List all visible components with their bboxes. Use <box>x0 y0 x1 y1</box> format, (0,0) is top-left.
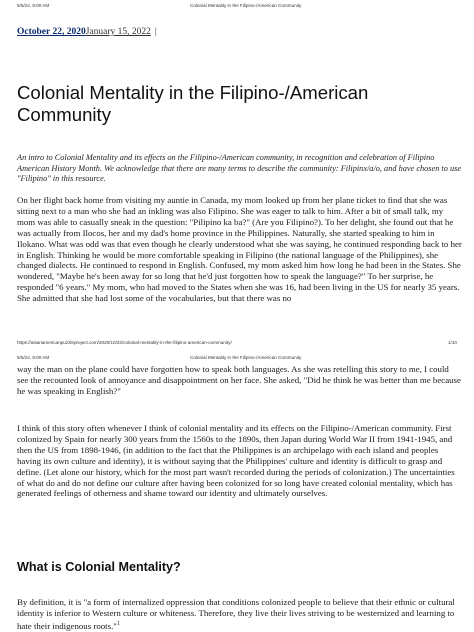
post-dates <box>17 27 157 37</box>
print-header-date: 5/5/22, 8:00 AM <box>17 3 50 8</box>
published-date-link[interactable]: October 22, 2020 <box>17 27 86 37</box>
print-footer-page: 1/10 <box>448 340 457 345</box>
body-paragraph-2: way the man on the plane could have forgotten how to speak both languages. As she was retelling this story to me, I could see the recounted look of annoyance and disappointment on her face. She asked, "Did he think he was better than me because he was speaking in English?" <box>17 364 461 396</box>
body-paragraph-1: On her flight back home from visiting my auntie in Canada, my mom looked up from her plane ticket to find that she was sitting next to a man who she had an inkling was also Filipino. She was eager to talk to him. After a bit of small talk, my mom was able to casually sneak in the question: "Pilipino ka ba?" (Are you Filipino?). To her delight, she found out that he was actually from Ilocos, her and my dad's home province in the Philippines. Naturally, she started speaking to him in Ilokano. What was odd was that even though he clearly understood what she was saying, he continued responding back to her in English. Thinking he would be more comfortable speaking in Filipino (the national language of the Philippines), she changed dialects. He continued to respond in English. Confused, my mom asked him how long he had been in the States. She wondered, "Maybe he's been away for so long that he'd just forgotten how to speak the language?" To her surprise, he responded "6 years." My mom, who had moved to the States when she was 16, had been living in the US for nearly 35 years. She admitted that she had lost some of the vocabularies, but that there was no <box>17 195 462 304</box>
print-footer-url: https://asianamericanpuzzleproject.com/2020/10/22/colonial-mentality-in-the-filipino-american-community/ <box>17 340 232 345</box>
print-header-date: 5/5/22, 8:00 AM <box>17 355 50 360</box>
page-title: Colonial Mentality in the Filipino-/American Community <box>17 82 369 125</box>
body-paragraph-4 <box>17 597 462 632</box>
print-header-title: Colonial Mentality in the Filipino-/American Community <box>190 3 302 8</box>
updated-date-link[interactable]: January 15, 2022 <box>85 27 151 37</box>
page-2 <box>0 352 474 632</box>
intro-paragraph: An intro to Colonial Mentality and its effects on the Filipino-/American community, in recognition and celebration of Filipino American History Month. We acknowledge that there are many terms to describe the community: Filipinx/a/o, and have chosen to use "Filipino" in this resource. <box>17 153 462 184</box>
definition-text: By definition, it is "a form of internalized oppression that conditions colonized people to believe that their ethnic or cultural identity is inferior to Western culture or whiteness. Therefore, they live their lives striving to be westernized and learning to hate their indigenous roots." <box>17 597 455 631</box>
footnote-link[interactable]: 1 <box>116 620 120 627</box>
body-paragraph-3: I think of this story often whenever I think of colonial mentality and its effects on the Filipino-/American community. First colonized by Spain for nearly 300 years from the 1560s to the 1890s, then Japan during World War II from 1941-1945, and then the US from 1898-1946, (in addition to the fact that the Philippines is an archipelago with each island and peoples having its own culture and identity), it is without saying that the Philippines' culture and identity is difficult to grasp and define. (Let alone our history, which for the most part wasn't recorded during the periods of colonization.) The uncertainties of what do and do not define our culture after having been colonized for so long have created colonial mentality, which has generated feelings of otherness and shame toward our identity and ultimately ourselves. <box>17 423 455 499</box>
date-separator: | <box>154 27 157 37</box>
print-header-title: Colonial Mentality in the Filipino-/American Community <box>190 355 302 360</box>
section-heading: What is Colonial Mentality? <box>17 560 181 574</box>
